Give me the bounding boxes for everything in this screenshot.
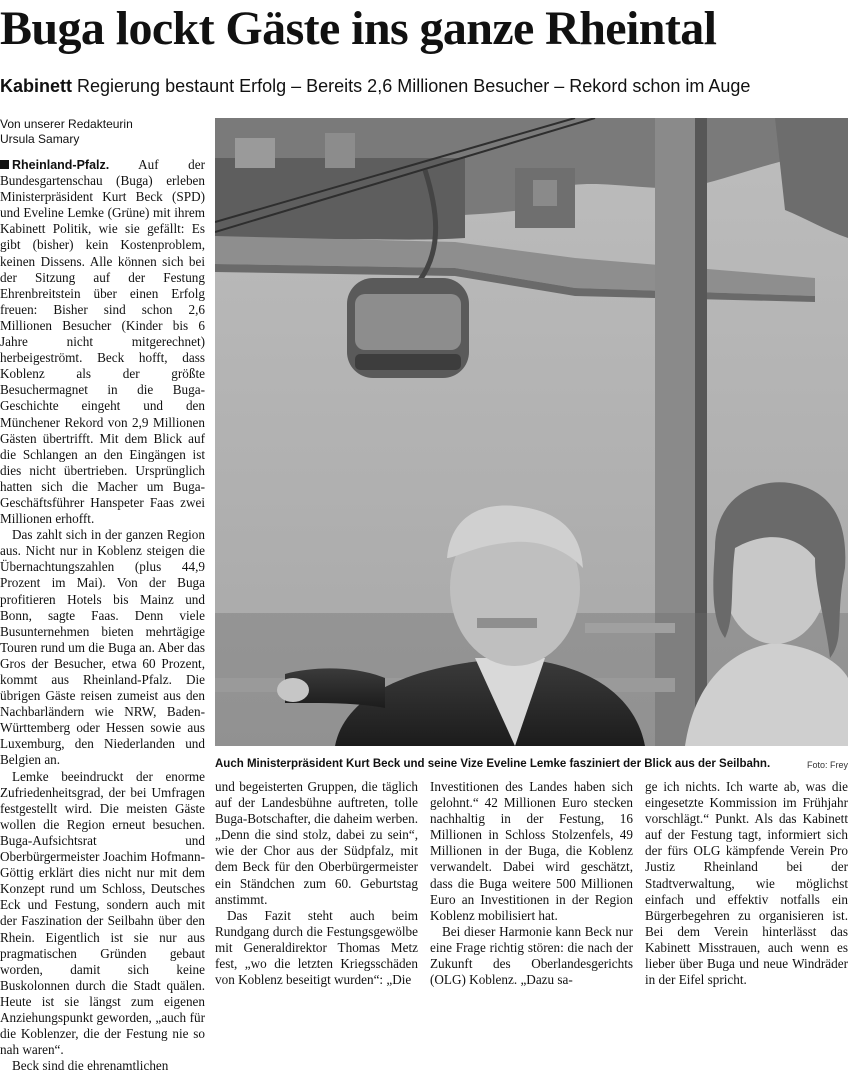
- paragraph: Bei dieser Harmonie kann Beck nur eine Frage richtig stören: die nach der Zukunft des Oberlandesgerichts (OLG) Koblenz. „Dazu sa-: [430, 923, 633, 988]
- byline-author: Ursula Samary: [0, 132, 80, 146]
- subheadline-line: [0, 74, 848, 98]
- byline-role: Von unserer Redakteurin: [0, 117, 133, 131]
- paragraph: Das zahlt sich in der ganzen Region aus. Nicht nur in Koblenz steigen die Übernachtungszahlen (plus 44,9 Prozent im Mai). Von der Buga profitieren Hotels bis Mainz und Bonn, sagte Faas. Denn viele Busunternehmen bieten mehrtägige Touren rund um die Buga an. Aber das Gros der Besucher, etwa 60 Prozent, kommt aus Rheinland-Pfalz. Die übrigen Gäste reisen zumeist aus den Nachbarländern wie NRW, Baden-Württemberg oder Hessen sowie aus Luxemburg, den Niederlanden und Belgien an.: [0, 527, 205, 768]
- photo-cable-car: [215, 118, 848, 746]
- photo-illustration: [215, 118, 848, 746]
- text-column-2: [215, 779, 418, 988]
- paragraph: Investitionen des Landes haben sich gelohnt.“ 42 Millionen Euro stecken nachhaltig in der Festung, 16 Millionen in Schloss Stolzenfels, 49 Millionen in der Buga, die Koblenz verwandelt. Dabei wird geschätzt, dass die Buga weitere 500 Millionen Euro an Investitionen in der Region Koblenz mobilisiert hat.: [430, 779, 633, 923]
- headline: Buga lockt Gäste ins ganze Rheintal: [0, 2, 717, 55]
- byline: [0, 117, 205, 147]
- text-column-4: [645, 779, 848, 988]
- text-column-3: [430, 779, 633, 988]
- photo-caption: Auch Ministerpräsident Kurt Beck und seine Vize Eveline Lemke fasziniert der Blick aus der Seilbahn.: [215, 758, 771, 770]
- paragraph-text: Auf der Bundesgartenschau (Buga) erleben Ministerpräsident Kurt Beck (SPD) und Eveline Lemke (Grüne) mit ihrem Kabinett Politik, wie sie gefällt: Es gibt (bisher) kein Kostenproblem, keinen Dissens. Alle können sich bei der Sitzung auf der Festung Ehrenbreitstein über einen Erfolg freuen: Bisher sind schon 2,6 Millionen Besucher (Kinder bis 6 Jahre nicht mitgerechnet) herbeigeströmt. Beck hofft, dass Koblenz als der größte Besuchermagnet in die Buga-Geschichte eingeht und den Münchener Rekord von 2,9 Millionen Gästen übertrifft. Mit dem Blick auf die Schlangen an den Eingängen ist dies nicht übertrieben. Ursprünglich hatten sich die Macher um Buga-Geschäftsführer Hanspeter Faas zwei Millionen erhofft.: [0, 157, 205, 527]
- kicker: Kabinett: [0, 76, 72, 96]
- paragraph: Lemke beeindruckt der enorme Zufriedenheitsgrad, der bei Umfragen festgestellt wird. Die meisten Gäste wollen die Region erneut besuchen. Buga-Aufsichtsrat und Oberbürgermeister Joachim Hofmann-Göttig erklärt dies nicht nur mit dem Konzept rund um Schloss, Deutsches Eck und Festung, sondern auch mit der Faszination der Seilbahn über den Rhein. Eigentlich ist sie nur aus pragmatischen Gründen gebaut worden, damit sich keine Buskolonnen durch die Stadt quälen. Heute ist sie längst zum eigenen Anziehungspunkt geworden, „auch für die Koblenzer, die der Festung nie so nah waren“.: [0, 768, 205, 1058]
- text-column-1: [0, 157, 205, 1074]
- paragraph: [0, 157, 205, 527]
- paragraph: Beck sind die ehrenamtlichen: [12, 1058, 169, 1074]
- subheadline: Regierung bestaunt Erfolg – Bereits 2,6 Millionen Besucher – Rekord schon im Auge: [77, 76, 751, 96]
- paragraph: ge ich nichts. Ich warte ab, was die eingesetzte Kommission im Frühjahr vorschlägt.“ Punkt. Als das Kabinett auf der Festung tagt, informiert sich der fürs OLG kämpfende Verein Pro Justiz Rheinland bei der Stadtverwaltung, wie möglichst einfach und effektiv notfalls ein Bürgerbegehren zu organisieren ist. Bei dem Verein hinterlässt das Kabinett Misstrauen, auch wenn es lieber über Buga und neue Windräder in der Eifel spricht.: [645, 779, 848, 988]
- bullet-marker: [0, 160, 9, 169]
- photo-credit: Foto: Frey: [806, 760, 848, 770]
- paragraph: und begeisterten Gruppen, die täglich auf der Landesbühne auftreten, tolle Buga-Botschafter, die daheim werben. „Denn die sind stolz, dabei zu sein“, wie der Chor aus der Südpfalz, mit dem Beck für den Oberbürgermeister ein Ständchen zum 60. Geburtstag anstimmt.: [215, 779, 418, 907]
- paragraph: Das Fazit steht auch beim Rundgang durch die Festungsgewölbe mit Generaldirektor Thomas Metz fest, „wo die letzten Kriegsschäden von Koblenz beseitigt wurden“: „Die: [215, 907, 418, 988]
- location: Rheinland-Pfalz.: [12, 158, 110, 172]
